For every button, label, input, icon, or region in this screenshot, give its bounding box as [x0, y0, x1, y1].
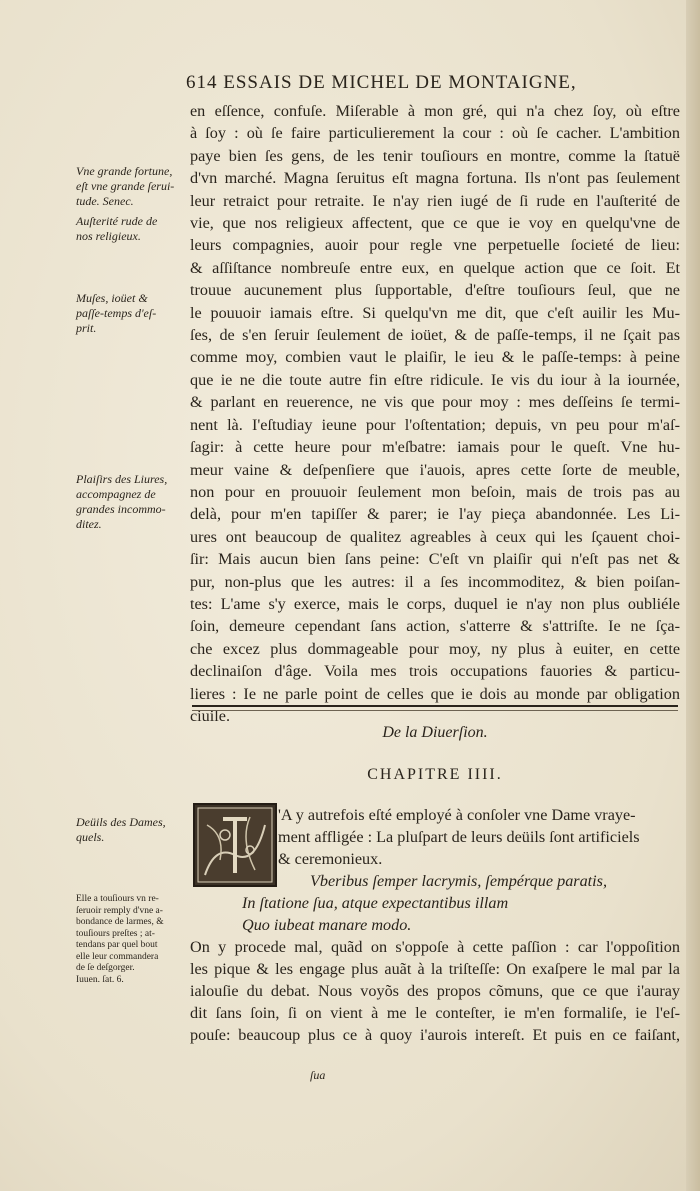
text-line: paye bien ſes gens, de les tenir touſiours en montre, comme la ſtatuë — [190, 146, 680, 165]
text-line: delà, pour m'en tapiſſer & parer; ie l'ay pieça abandonnée. Les Li- — [190, 505, 680, 524]
text-line: meur vaine & deſpenſiere que i'auois, apres cette ſorte de meuble, — [190, 460, 680, 479]
text-line: pur, non-plus que les autres: il a ſes incommoditez, & bien poiſan- — [190, 572, 680, 591]
verse-line: Quo iubeat manare modo. — [242, 916, 412, 934]
margin-note-line: Muſes, ioüet & — [76, 291, 148, 305]
margin-note-plaisirs — [76, 472, 184, 532]
margin-note-line: Deüils des Dames, — [76, 815, 166, 829]
text-line: dit ſans ſoin, ſi on vient à me le conteſter, ie m'en formaliſe, ie l'eſ- — [190, 1004, 680, 1022]
text-line: lieres : Ie ne parle point de celles que ie dois au monde par obligation — [190, 684, 680, 703]
margin-note-line: eſt vne grande ſerui- — [76, 179, 175, 193]
text-line: non pour en prouuoir ſeulement mon beſoin, mais de trois pas au — [190, 482, 680, 501]
section-title: De la Diuerſion. — [382, 724, 488, 741]
text-line: comme moy, combien vaut le plaiſir, le ieu & le paſſe-temps: à peine — [190, 348, 680, 367]
text-line: ſir: Mais aucun bien ſans peine: C'eſt vn plaiſir qui n'eſt pas net & — [190, 550, 680, 569]
margin-note-line: Plaiſirs des Liures, — [76, 472, 168, 486]
text-line: ciuile. — [190, 706, 231, 725]
text-line: On y procede mal, quãd on s'oppoſe à cette paſſion : car l'oppoſition — [190, 938, 680, 956]
margin-note-line: nos religieux. — [76, 229, 141, 243]
text-line: ialouſie du debat. Nous voyõs des propos cõmuns, que ce que i'auray — [190, 982, 680, 1000]
margin-note-line: touſiours preſtes ; at- — [76, 928, 155, 939]
verse-line: Vberibus ſemper lacrymis, ſempérque paratis, — [310, 872, 608, 890]
verse-line: In ſtatione ſua, atque expectantibus illam — [242, 894, 509, 912]
margin-note-line: de ſe deſgorger. — [76, 963, 135, 973]
text-line: leurs compagnies, auoir pour regle vne perpetuelle ſocieté de lieu: — [190, 236, 680, 255]
margin-note-line: grandes incommo- — [76, 502, 166, 516]
margin-note-line: Elle a touſiours vn re- — [76, 894, 159, 904]
margin-note-line: accompagnez de — [76, 487, 156, 501]
margin-note-line: prit. — [76, 321, 97, 335]
text-line: que ie ne die toute autre fin eſtre ridicule. Ie vis du iour à la iournée, — [190, 370, 680, 389]
text-line: ſagir: à cette heure pour m'eſbatre: iamais pour le queſt. Vne hu- — [190, 438, 680, 457]
margin-note-line: tude. Senec. — [76, 194, 134, 208]
page-edge — [686, 0, 700, 1191]
text-line: pouſe: beaucoup plus ce à quoy i'aurois intereſt. Et puis en ce faiſant, — [190, 1026, 680, 1044]
chapter-line: 'A y autrefois eſté employé à conſoler vne Dame vraye- — [278, 806, 636, 824]
margin-note-line: tendans par quel bout — [76, 940, 158, 950]
margin-note-juvenal — [76, 894, 184, 986]
margin-note-muses — [76, 291, 184, 336]
text-line: d'vn marché. Magna ſeruitus eſt magna fortuna. Ils n'ont pas ſeulement — [190, 169, 680, 188]
margin-note-austerite — [76, 214, 184, 244]
text-line: nent là. I'eſtudiay ieune pour l'oſtentation; depuis, vn peu pour m'aſ- — [190, 415, 680, 434]
margin-note-line: elle leur commandera — [76, 951, 159, 962]
chapter-line: & ceremonieux. — [278, 850, 383, 868]
text-line: declinaiſon d'âge. Voila mes trois occupations fauories & particu- — [190, 662, 680, 681]
text-line: en eſſence, confuſe. Miſerable à mon gré, qui n'a chez ſoy, où eſtre — [190, 102, 680, 120]
text-line: & parlant en reuerence, ne vis que pour moy : mes deſſeins ſe termi- — [190, 393, 680, 412]
margin-note-line: Vne grande fortune, — [76, 164, 173, 178]
text-line: les pique & les engage plus auãt à la triſteſſe: On exaſpere le mal par la — [190, 960, 680, 978]
text-line: à ſoy : où ſe faire particulierement la cour : où ſe cacher. L'ambition — [190, 124, 680, 143]
margin-note-line: Auſterité rude de — [76, 214, 158, 228]
text-line: ures ont beaucoup de qualitez agreables à ceux qui les ſçauent choi- — [190, 527, 680, 546]
text-line: & aſſiſtance nombreuſe entre eux, en quelque action que ce ſoit. Et — [190, 258, 680, 277]
text-line: leur retraict pour retraite. Ie n'ay rien iugé de ſi rude en l'auſterité de — [190, 191, 680, 210]
margin-note-line: bondance de larmes, & — [76, 917, 164, 927]
text-line: vie, que nos religieux affectent, que ce que ie voy en quelqu'vne de — [190, 214, 680, 233]
chapter-text-block — [190, 804, 680, 1046]
margin-note-deuils — [76, 815, 184, 845]
text-line: ſoin, demeure cependant ſans action, s'atterre & s'attriſte. Ie ne ſça- — [190, 617, 680, 636]
margin-note-line: quels. — [76, 830, 105, 844]
text-line: ſes, de s'en ſeruir ſeulement de ioüet, & de paſſe-temps, il ne ſçait pas — [190, 326, 680, 345]
running-header: 614 ESSAIS DE MICHEL DE MONTAIGNE, — [186, 72, 577, 93]
ornamental-rule — [192, 705, 678, 711]
chapter-title: CHAPITRE IIII. — [367, 766, 503, 783]
text-line: tes: L'ame s'y exerce, mais le corps, duquel ie n'ay non plus oubliéle — [190, 594, 680, 613]
signature-mark: ſua — [310, 1068, 326, 1082]
margin-note-line: ditez. — [76, 517, 102, 531]
text-line: trouue aucunement plus ſupportable, d'eſtre touſiours ſeul, que ne — [190, 281, 680, 300]
margin-note-fortune — [76, 164, 184, 209]
margin-note-line: Iuuen. ſat. 6. — [76, 974, 124, 985]
main-text-block — [190, 100, 680, 727]
margin-note-line: ſeruoir remply d'vne a- — [76, 905, 163, 916]
text-line: che excez plus dommageable pour moy, ny plus à euiter, en cette — [190, 639, 680, 658]
text-line: le pouuoir iamais eſtre. Si quelqu'vn me dit, que c'eſt auilir les Mu- — [190, 303, 680, 322]
margin-note-line: paſſe-temps d'eſ- — [76, 306, 157, 320]
chapter-line: ment affligée : La pluſpart de leurs deüils ſont artificiels — [278, 828, 640, 846]
